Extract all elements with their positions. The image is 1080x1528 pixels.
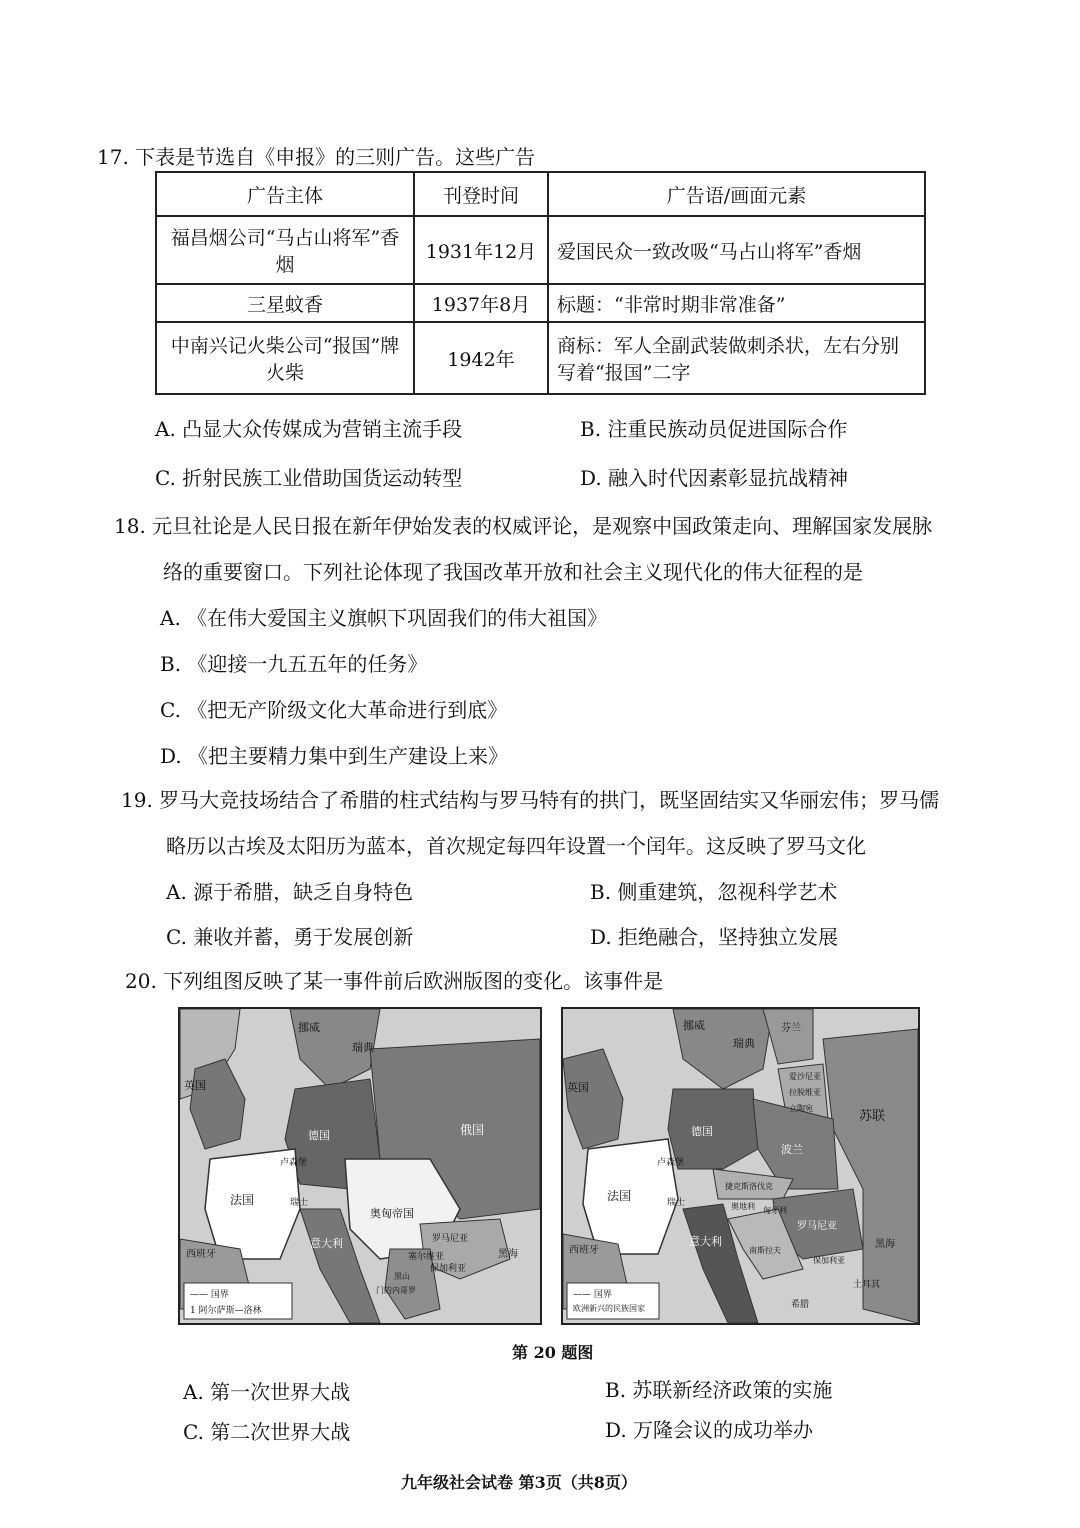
q17-option-b[interactable]: B. 注重民族动员促进国际合作: [580, 417, 848, 441]
q19-option-a[interactable]: A. 源于希腊，缺乏自身特色: [166, 880, 414, 904]
map-after-label-hungary: 匈牙利: [763, 1206, 787, 1215]
q19-option-d[interactable]: D. 拒绝融合，坚持独立发展: [590, 925, 839, 949]
q19-option-c[interactable]: C. 兼收并蓄，勇于发展创新: [166, 925, 414, 949]
q17-option-c[interactable]: C. 折射民族工业借助国货运动转型: [155, 466, 463, 490]
cell-content: 爱国民众一致改吸“马占山将军”香烟: [548, 216, 925, 284]
europe-map-after: [561, 1007, 920, 1325]
map-before-label-serbia: 塞尔维亚: [408, 1252, 445, 1262]
map-after-label-turkey: 土耳其: [853, 1280, 881, 1290]
q20-option-b[interactable]: B. 苏联新经济政策的实施: [605, 1378, 833, 1402]
cell-subject: 三星蚊香: [156, 284, 414, 322]
q18-option-c[interactable]: C. 《把无产阶级文化大革命进行到底》: [160, 698, 508, 722]
q20-option-a[interactable]: A. 第一次世界大战: [183, 1380, 351, 1404]
map-after-label-spain: 西班牙: [569, 1245, 599, 1256]
ads-table: [155, 171, 926, 395]
map-after-label-luxembourg: 卢森堡: [657, 1158, 685, 1168]
map-after-graphic: [563, 1009, 918, 1323]
q18-option-a[interactable]: A. 《在伟大爱国主义旗帜下巩固我们的伟大祖国》: [160, 606, 608, 630]
q20-option-c[interactable]: C. 第二次世界大战: [183, 1420, 351, 1444]
header-subject: 广告主体: [156, 172, 414, 216]
map-before-label-luxembourg: 卢森堡: [280, 1158, 308, 1168]
header-date: 刊登时间: [414, 172, 548, 216]
map-after-label-greece: 希腊: [791, 1300, 810, 1310]
cell-subject: 中南兴记火柴公司“报国”牌火柴: [156, 322, 414, 394]
map-after-label-bulgaria: 保加利亚: [813, 1256, 845, 1265]
cell-content: 商标：军人全副武装做刺杀状，左右分别写着“报国”二字: [548, 322, 925, 394]
map-before-label-bulgaria: 保加利亚: [430, 1264, 467, 1274]
map-after-label-black-sea: 黑海: [875, 1239, 895, 1250]
cell-content: 标题：“非常时期非常准备”: [548, 284, 925, 322]
map-after-legend-border: —— 国界: [573, 1290, 612, 1300]
map-after-label-estonia: 爱沙尼亚: [789, 1072, 821, 1081]
map-before-label-sweden: 瑞典: [352, 1041, 374, 1054]
cell-date: 1937年8月: [414, 284, 548, 322]
q18-stem-line1: 18. 元旦社论是人民日报在新年伊始发表的权威评论，是观察中国政策走向、理解国家发展脉: [114, 514, 933, 538]
map-after-label-switzerland: 瑞士: [667, 1198, 686, 1208]
q17-option-d[interactable]: D. 融入时代因素彰显抗战精神: [580, 466, 849, 490]
map-after-label-france: 法国: [607, 1189, 632, 1203]
q20-stem: 20. 下列组图反映了某一事件前后欧洲版图的变化。该事件是: [125, 969, 664, 993]
map-before-graphic: [180, 1009, 540, 1323]
map-after-label-sweden: 瑞典: [733, 1037, 755, 1050]
map-before-label-spain: 西班牙: [186, 1249, 216, 1260]
map-after-label-britain: 英国: [567, 1081, 589, 1094]
q20-option-d[interactable]: D. 万隆会议的成功举办: [605, 1418, 814, 1442]
header-content: 广告语/画面元素: [548, 172, 925, 216]
map-before-label-montenegro: 黑山: [394, 1272, 410, 1281]
map-after-label-finland: 芬兰: [781, 1023, 801, 1034]
q17-option-a[interactable]: A. 凸显大众传媒成为营销主流手段: [155, 417, 463, 441]
map-after-label-lithuania: 立陶宛: [789, 1104, 813, 1113]
q18-stem-line2: 络的重要窗口。下列社论体现了我国改革开放和社会主义现代化的伟大征程的是: [163, 560, 863, 584]
europe-map-before: [178, 1007, 542, 1325]
figure-caption: 第 20 题图: [512, 1343, 594, 1362]
q19-stem-line1: 19. 罗马大竞技场结合了希腊的柱式结构与罗马特有的拱门，既坚固结实又华丽宏伟；罗马儒: [121, 788, 940, 812]
map-before-legend-border: —— 国界: [190, 1290, 229, 1300]
page-footer: 九年级社会试卷 第3页（共8页）: [401, 1473, 637, 1492]
map-before-label-switzerland: 瑞士: [290, 1198, 309, 1208]
map-after-label-ussr: 苏联: [859, 1109, 886, 1124]
map-after-label-romania: 罗马尼亚: [797, 1221, 837, 1232]
q19-option-b[interactable]: B. 侧重建筑，忽视科学艺术: [590, 880, 838, 904]
map-before-label-norway: 挪威: [298, 1021, 320, 1034]
map-before-label-germany: 德国: [308, 1129, 330, 1142]
table-row: [156, 284, 925, 322]
map-before-label-russia: 俄国: [460, 1123, 485, 1137]
map-before-label-montenegro-alt: 门的内哥罗: [376, 1286, 416, 1295]
map-after-label-poland: 波兰: [781, 1143, 803, 1156]
map-after-label-yugoslavia: 南斯拉夫: [749, 1246, 781, 1255]
map-before-label-romania: 罗马尼亚: [432, 1234, 469, 1244]
q18-option-d[interactable]: D. 《把主要精力集中到生产建设上来》: [160, 744, 509, 768]
map-before-label-austria-hungary: 奥匈帝国: [370, 1207, 414, 1220]
q18-option-b[interactable]: B. 《迎接一九五五年的任务》: [160, 652, 428, 676]
cell-date: 1942年: [414, 322, 548, 394]
map-after-label-italy: 意大利: [689, 1235, 722, 1248]
map-after-label-czechoslovakia: 捷克斯洛伐克: [725, 1182, 773, 1191]
q17-stem: 17. 下表是节选自《申报》的三则广告。这些广告: [97, 145, 536, 169]
map-before-label-italy: 意大利: [310, 1237, 343, 1250]
map-before-legend-alsace: 1 阿尔萨斯—洛林: [190, 1306, 262, 1316]
map-after-label-latvia: 拉脱维亚: [789, 1088, 821, 1097]
map-after-label-norway: 挪威: [683, 1019, 705, 1032]
map-before-label-black-sea: 黑海: [498, 1249, 518, 1260]
map-after-label-austria: 奥地利: [731, 1202, 755, 1211]
cell-date: 1931年12月: [414, 216, 548, 284]
map-before-label-france: 法国: [230, 1193, 255, 1207]
table-header-row: [156, 172, 925, 216]
cell-subject: 福昌烟公司“马占山将军”香烟: [156, 216, 414, 284]
map-after-legend-new-states: 欧洲新兴的民族国家: [573, 1304, 645, 1313]
table-row: [156, 322, 925, 394]
table-row: [156, 216, 925, 284]
map-before-label-britain: 英国: [184, 1079, 206, 1092]
q19-stem-line2: 略历以古埃及太阳历为蓝本，首次规定每四年设置一个闰年。这反映了罗马文化: [166, 834, 866, 858]
map-after-label-germany: 德国: [691, 1125, 713, 1138]
